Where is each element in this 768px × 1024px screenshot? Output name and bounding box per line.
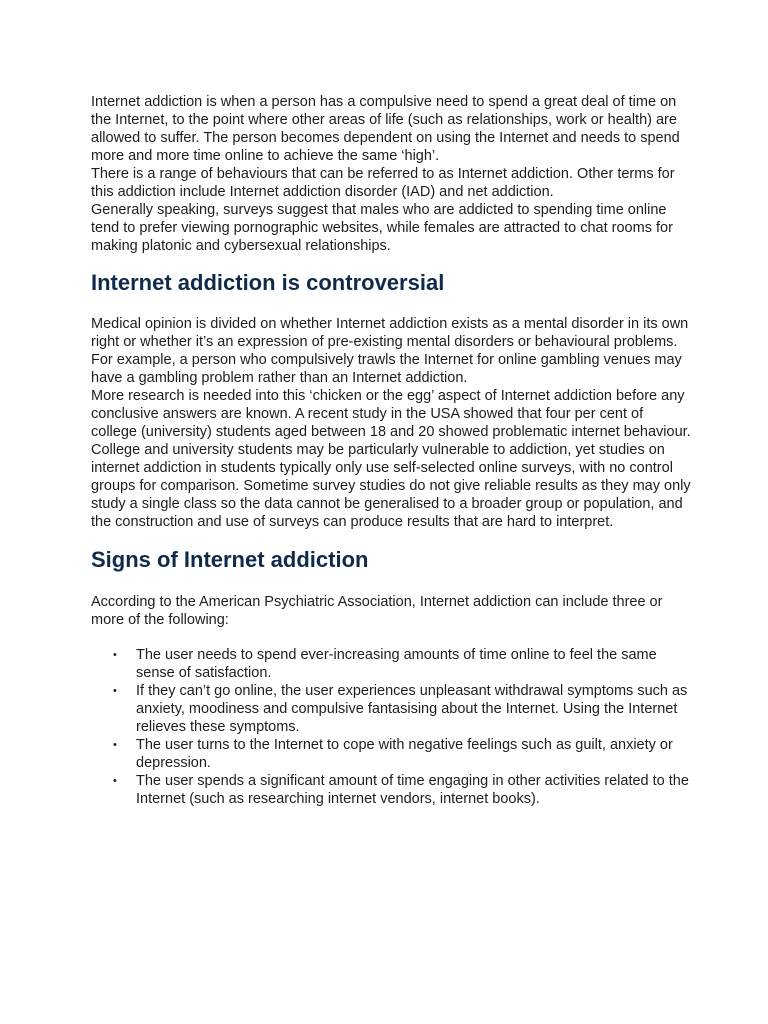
controversial-paragraph-2: More research is needed into this ‘chicken or the egg’ aspect of Internet addiction before any conclusive answers are known. A recent study in the USA showed that four per cent of college (university) students aged between 18 and 20 showed problematic internet behaviour. bbox=[91, 388, 691, 440]
controversial-paragraph-1: Medical opinion is divided on whether Internet addiction exists as a mental disorder in its own right or whether it’s an expression of pre-existing mental disorders or behavioural problems. For example, a person who compulsively trawls the Internet for online gambling venues may have a gambling problem rather than an Internet addiction. bbox=[91, 316, 689, 386]
bullet-icon: • bbox=[113, 685, 117, 697]
bullet-icon: • bbox=[113, 739, 117, 751]
list-item bbox=[113, 736, 691, 772]
signs-intro-paragraph: According to the American Psychiatric Association, Internet addiction can include three or more of the following: bbox=[91, 594, 663, 628]
signs-list bbox=[91, 646, 691, 808]
list-item-text: If they can’t go online, the user experiences unpleasant withdrawal symptoms such as anxiety, moodiness and compulsive fantasising about the Internet. Using the Internet relieves these symptoms. bbox=[136, 683, 688, 735]
heading-controversial: Internet addiction is controversial bbox=[91, 270, 445, 295]
heading-signs: Signs of Internet addiction bbox=[91, 547, 369, 572]
intro-paragraph-3: Generally speaking, surveys suggest that males who are addicted to spending time online tend to prefer viewing pornographic websites, while females are attracted to chat rooms for making platonic and cybersexual relationships. bbox=[91, 202, 673, 254]
bullet-icon: • bbox=[113, 775, 117, 787]
list-item-text: The user turns to the Internet to cope with negative feelings such as guilt, anxiety or depression. bbox=[136, 737, 673, 771]
controversial-paragraph-3: College and university students may be particularly vulnerable to addiction, yet studies on internet addiction in students typically only use self-selected online surveys, with no control groups for comparison. Sometime survey studies do not give reliable results as they may only study a single class so the data cannot be generalised to a broader group or population, and the construction and use of surveys can produce results that are hard to interpret. bbox=[91, 442, 691, 530]
intro-paragraph-1: Internet addiction is when a person has a compulsive need to spend a great deal of time on the Internet, to the point where other areas of life (such as relationships, work or health) are allowed to suffer. The person becomes dependent on using the Internet and needs to spend more and more time online to achieve the same ‘high’. bbox=[91, 94, 680, 164]
list-item bbox=[113, 772, 691, 808]
list-item-text: The user needs to spend ever-increasing amounts of time online to feel the same sense of satisfaction. bbox=[136, 647, 657, 681]
bullet-icon: • bbox=[113, 649, 117, 661]
list-item-text: The user spends a significant amount of time engaging in other activities related to the Internet (such as researching internet vendors, internet books). bbox=[136, 773, 689, 807]
article-body bbox=[91, 93, 691, 808]
intro-paragraph-2: There is a range of behaviours that can be referred to as Internet addiction. Other terms for this addiction include Internet addiction disorder (IAD) and net addiction. bbox=[91, 166, 675, 200]
list-item bbox=[113, 646, 691, 682]
list-item bbox=[113, 682, 691, 736]
